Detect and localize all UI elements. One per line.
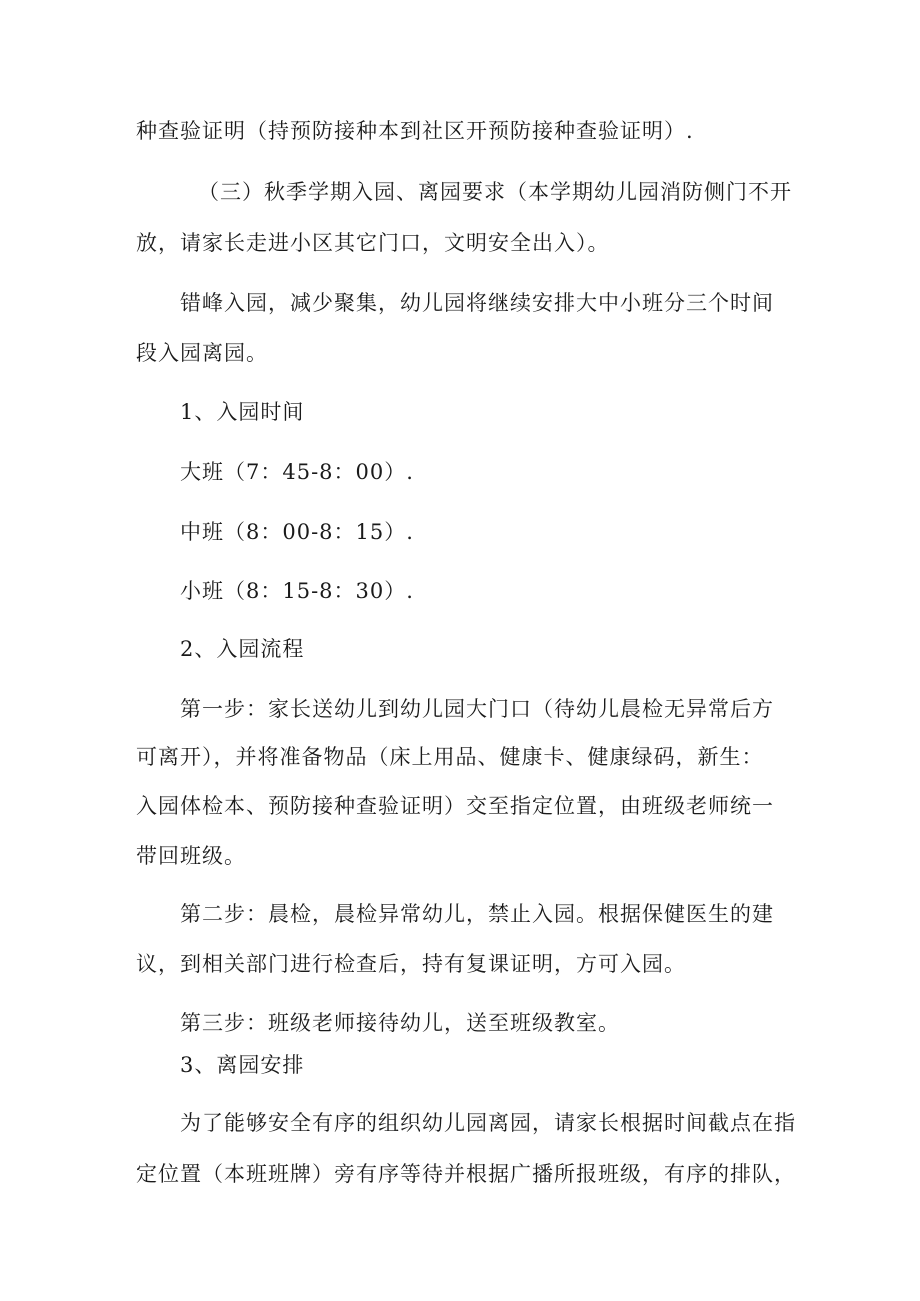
text-line-16: 议，到相关部门进行检查后，持有复课证明，方可入园。 bbox=[136, 952, 686, 976]
text-line-1: 种查验证明（持预防接种本到社区开预防接种查验证明）. bbox=[136, 119, 694, 143]
text-line-10: 2、入园流程 bbox=[180, 637, 305, 661]
text-line-14: 带回班级。 bbox=[136, 844, 246, 868]
text-line-17: 第三步：班级老师接待幼儿，送至班级教室。 bbox=[180, 1011, 620, 1035]
text-line-12: 可离开），并将准备物品（床上用品、健康卡、健康绿码，新生： bbox=[136, 745, 764, 769]
text-line-13: 入园体检本、预防接种查验证明）交至指定位置，由班级老师统一 bbox=[136, 794, 774, 818]
text-line-3: 放，请家长走进小区其它门口，文明安全出入）。 bbox=[136, 231, 610, 255]
text-line-8: 中班（8：00-8：15）. bbox=[180, 520, 414, 544]
text-line-9: 小班（8：15-8：30）. bbox=[180, 579, 414, 603]
text-line-6: 1、入园时间 bbox=[180, 400, 305, 424]
text-line-18: 3、离园安排 bbox=[180, 1053, 305, 1077]
text-line-7: 大班（7：45-8：00）. bbox=[180, 460, 414, 484]
text-line-4: 错峰入园，减少聚集，幼儿园将继续安排大中小班分三个时间 bbox=[180, 291, 774, 315]
text-line-15: 第二步：晨检，晨检异常幼儿，禁止入园。根据保健医生的建 bbox=[180, 902, 774, 926]
text-line-20: 定位置（本班班牌）旁有序等待并根据广播所报班级，有序的排队， bbox=[136, 1162, 796, 1186]
text-line-2: （三）秋季学期入园、离园要求（本学期幼儿园消防侧门不开 bbox=[198, 180, 792, 204]
text-line-11: 第一步：家长送幼儿到幼儿园大门口（待幼儿晨检无异常后方 bbox=[180, 697, 774, 721]
text-line-19: 为了能够安全有序的组织幼儿园离园，请家长根据时间截点在指 bbox=[180, 1111, 796, 1135]
text-line-5: 段入园离园。 bbox=[136, 341, 268, 365]
